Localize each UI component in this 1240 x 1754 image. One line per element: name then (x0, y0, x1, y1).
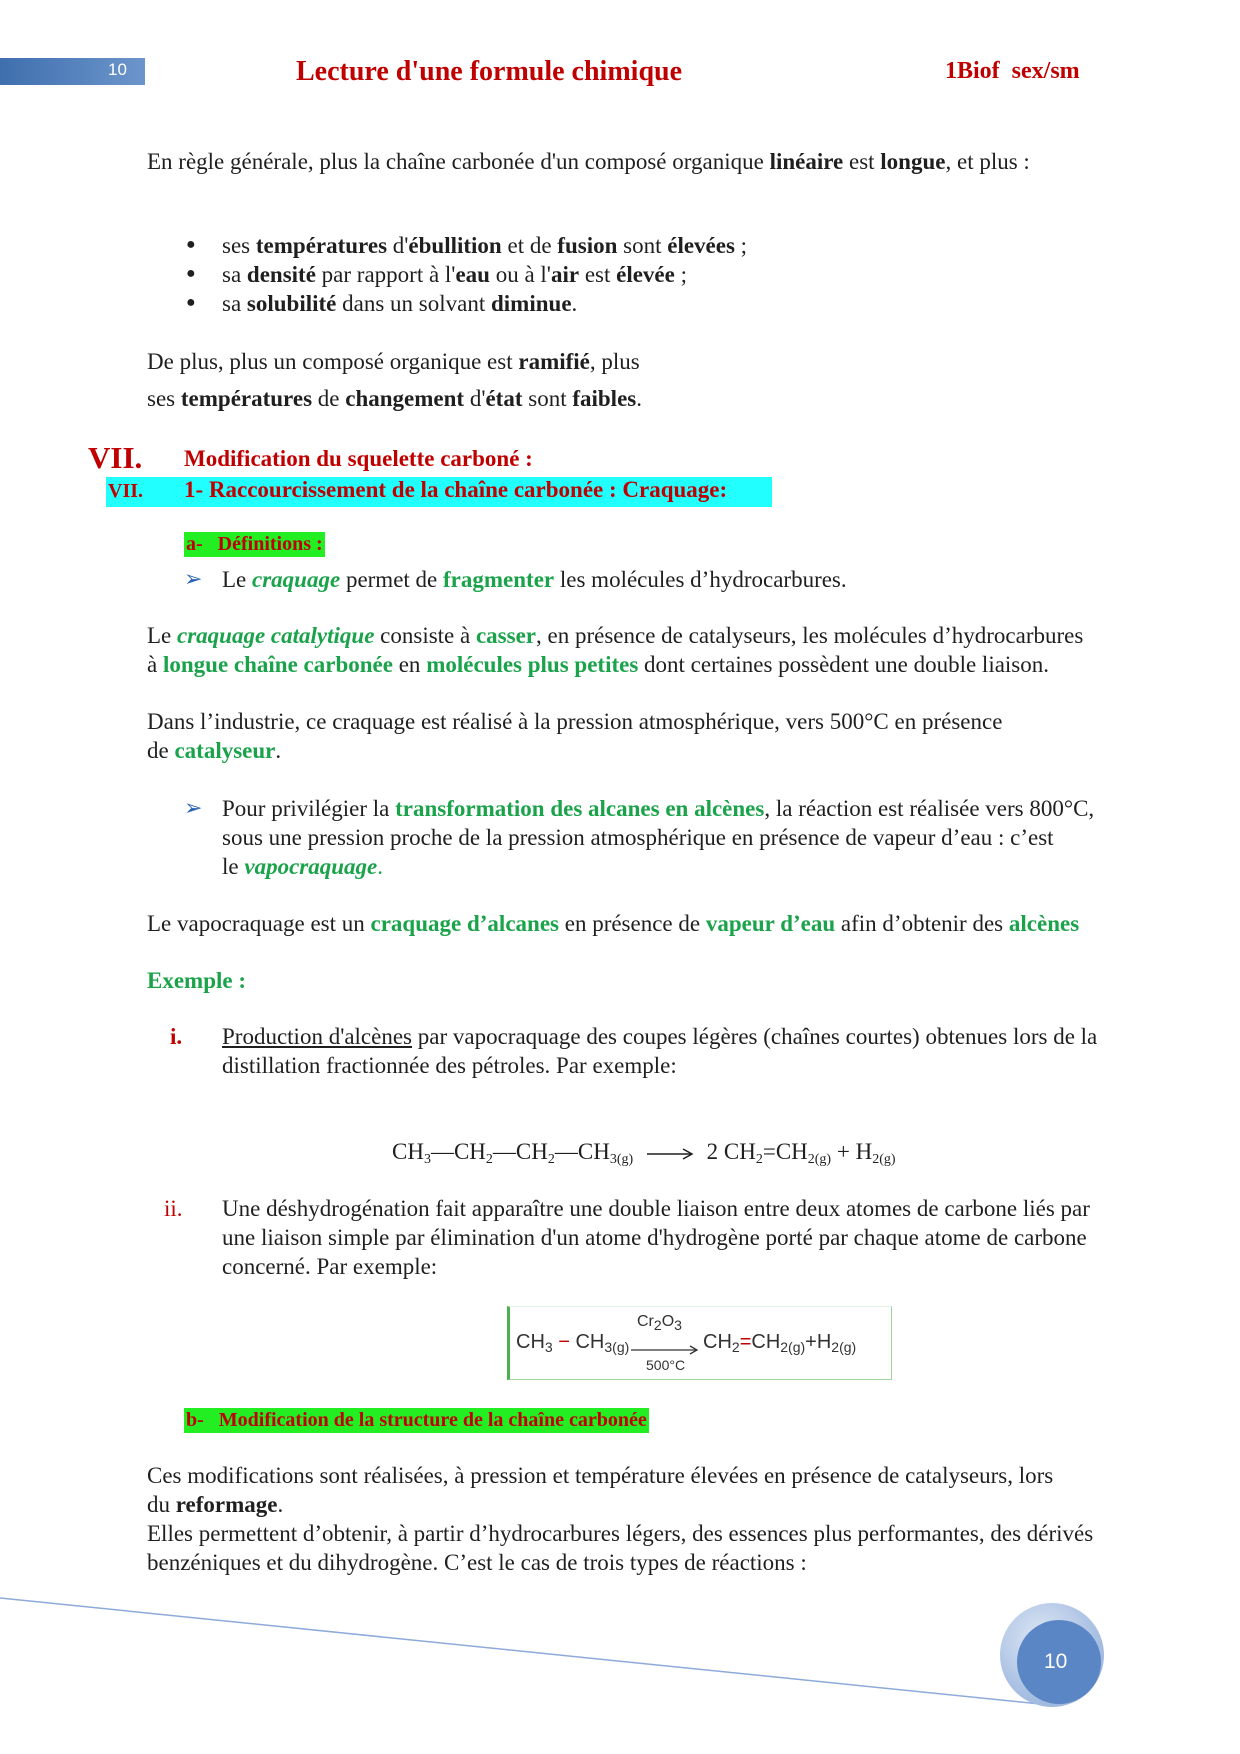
page-number: 10 (1044, 1650, 1068, 1673)
catalytic-line-1: Le craquage catalytique consiste à casser, en présence de catalyseurs, les molécules d’hydrocarbures (147, 623, 1084, 648)
industry-line-1: Dans l’industrie, ce craquage est réalisé à la pression atmosphérique, vers 500°C en présence (147, 709, 1003, 734)
section-number: VII. (88, 440, 143, 475)
branching-line-1: De plus, plus un composé organique est ramifié, plus (147, 349, 640, 374)
list-item: ses températures d'ébullition et de fusion sont élevées ; (222, 233, 748, 258)
list-item: sa densité par rapport à l'eau ou à l'air est élevée ; (222, 262, 687, 287)
item-i-line-1: Production d'alcènes par vapocraquage des coupes légères (chaînes courtes) obtenues lors de la (222, 1024, 1098, 1049)
bullet-icon: ● (186, 265, 196, 282)
bullet-icon: ● (186, 236, 196, 253)
level-label: 1Biof sex/sm (945, 58, 1080, 84)
intro-paragraph: En règle générale, plus la chaîne carbonée d'un composé organique linéaire est longue, et plus : (147, 149, 1030, 174)
reform-line-4: benzéniques et du dihydrogène. C’est le cas de trois types de réactions : (147, 1550, 807, 1575)
item-i-number: i. (170, 1024, 183, 1049)
bullet-icon: ● (186, 294, 196, 311)
reform-line-2: du reformage. (147, 1492, 284, 1517)
list-item: sa solubilité dans un solvant diminue. (222, 291, 578, 316)
craquage-definition: Le craquage permet de fragmenter les molécules d’hydrocarbures. (222, 567, 847, 592)
equation-2-products: $CH_2=CH_{2(g)}+H_{2(g)}$ (703, 1331, 857, 1355)
definitions-heading: a- Définitions : (186, 533, 323, 555)
equation-1-products: 2 $CH_2=CH_{2(g)} + H_{2(g)}$ (706, 1139, 896, 1167)
item-ii-line-3: concerné. Par exemple: (222, 1254, 438, 1279)
reform-line-3: Elles permettent d’obtenir, à partir d’hydrocarbures légers, des essences plus performantes, des dérivés (147, 1521, 1094, 1546)
page-tab-number: 10 (108, 60, 127, 79)
item-ii-line-1: Une déshydrogénation fait apparaître une double liaison entre deux atomes de carbone liés par (222, 1196, 1090, 1221)
catalyst-label: $Cr_2O_3$ (637, 1313, 682, 1333)
vapo-line-2: sous une pression proche de la pression atmosphérique en présence de vapeur d’eau : c’est (222, 825, 1054, 850)
vapo-line-3: le vapocraquage. (222, 854, 383, 879)
arrow-bullet-icon: ➢ (184, 567, 203, 592)
vapo-line-1: Pour privilégier la transformation des alcanes en alcènes, la réaction est réalisée vers 800°C, (222, 796, 1095, 821)
subsection-number: VII. (108, 480, 144, 502)
section-title: Modification du squelette carboné : (184, 446, 533, 471)
branching-line-2: ses températures de changement d'état sont faibles. (147, 386, 642, 411)
arrow-bullet-icon: ➢ (184, 796, 203, 821)
modification-heading: b- Modification de la structure de la chaîne carbonée (186, 1409, 647, 1431)
reform-line-1: Ces modifications sont réalisées, à pression et température élevées en présence de catalyseurs, lors (147, 1463, 1054, 1488)
item-ii-line-2: une liaison simple par élimination d'un atome d'hydrogène porté par chaque atome de carbone (222, 1225, 1087, 1250)
equation-1 (392, 1137, 896, 1166)
example-label: Exemple : (147, 968, 247, 993)
vapocraquage-summary: Le vapocraquage est un craquage d’alcanes en présence de vapeur d’eau afin d’obtenir des alcènes (147, 911, 1080, 936)
double-bond-icon: = (739, 1331, 752, 1353)
subsection-title: 1- Raccourcissement de la chaîne carbonée : Craquage: (184, 477, 728, 502)
equation-2-box (507, 1306, 892, 1380)
equation-1-reactant: $CH_3—CH_2—CH_2—CH_{3(g)}$ (392, 1139, 634, 1167)
industry-line-2: de catalyseur. (147, 738, 282, 763)
page-title: Lecture d'une formule chimique (296, 56, 683, 87)
condition-label: 500°C (646, 1357, 686, 1373)
single-bond-icon: − (552, 1331, 576, 1353)
reaction-arrow-icon (645, 1147, 695, 1161)
item-ii-number: ii. (164, 1196, 183, 1221)
equation-2-reactant: $CH_3 - CH_{3(g)}$ (516, 1331, 630, 1355)
reaction-arrow-icon (630, 1345, 700, 1355)
catalytic-line-2: à longue chaîne carbonée en molécules plus petites dont certaines possèdent une double liaison. (147, 652, 1050, 677)
item-i-line-2: distillation fractionnée des pétroles. Par exemple: (222, 1053, 677, 1078)
